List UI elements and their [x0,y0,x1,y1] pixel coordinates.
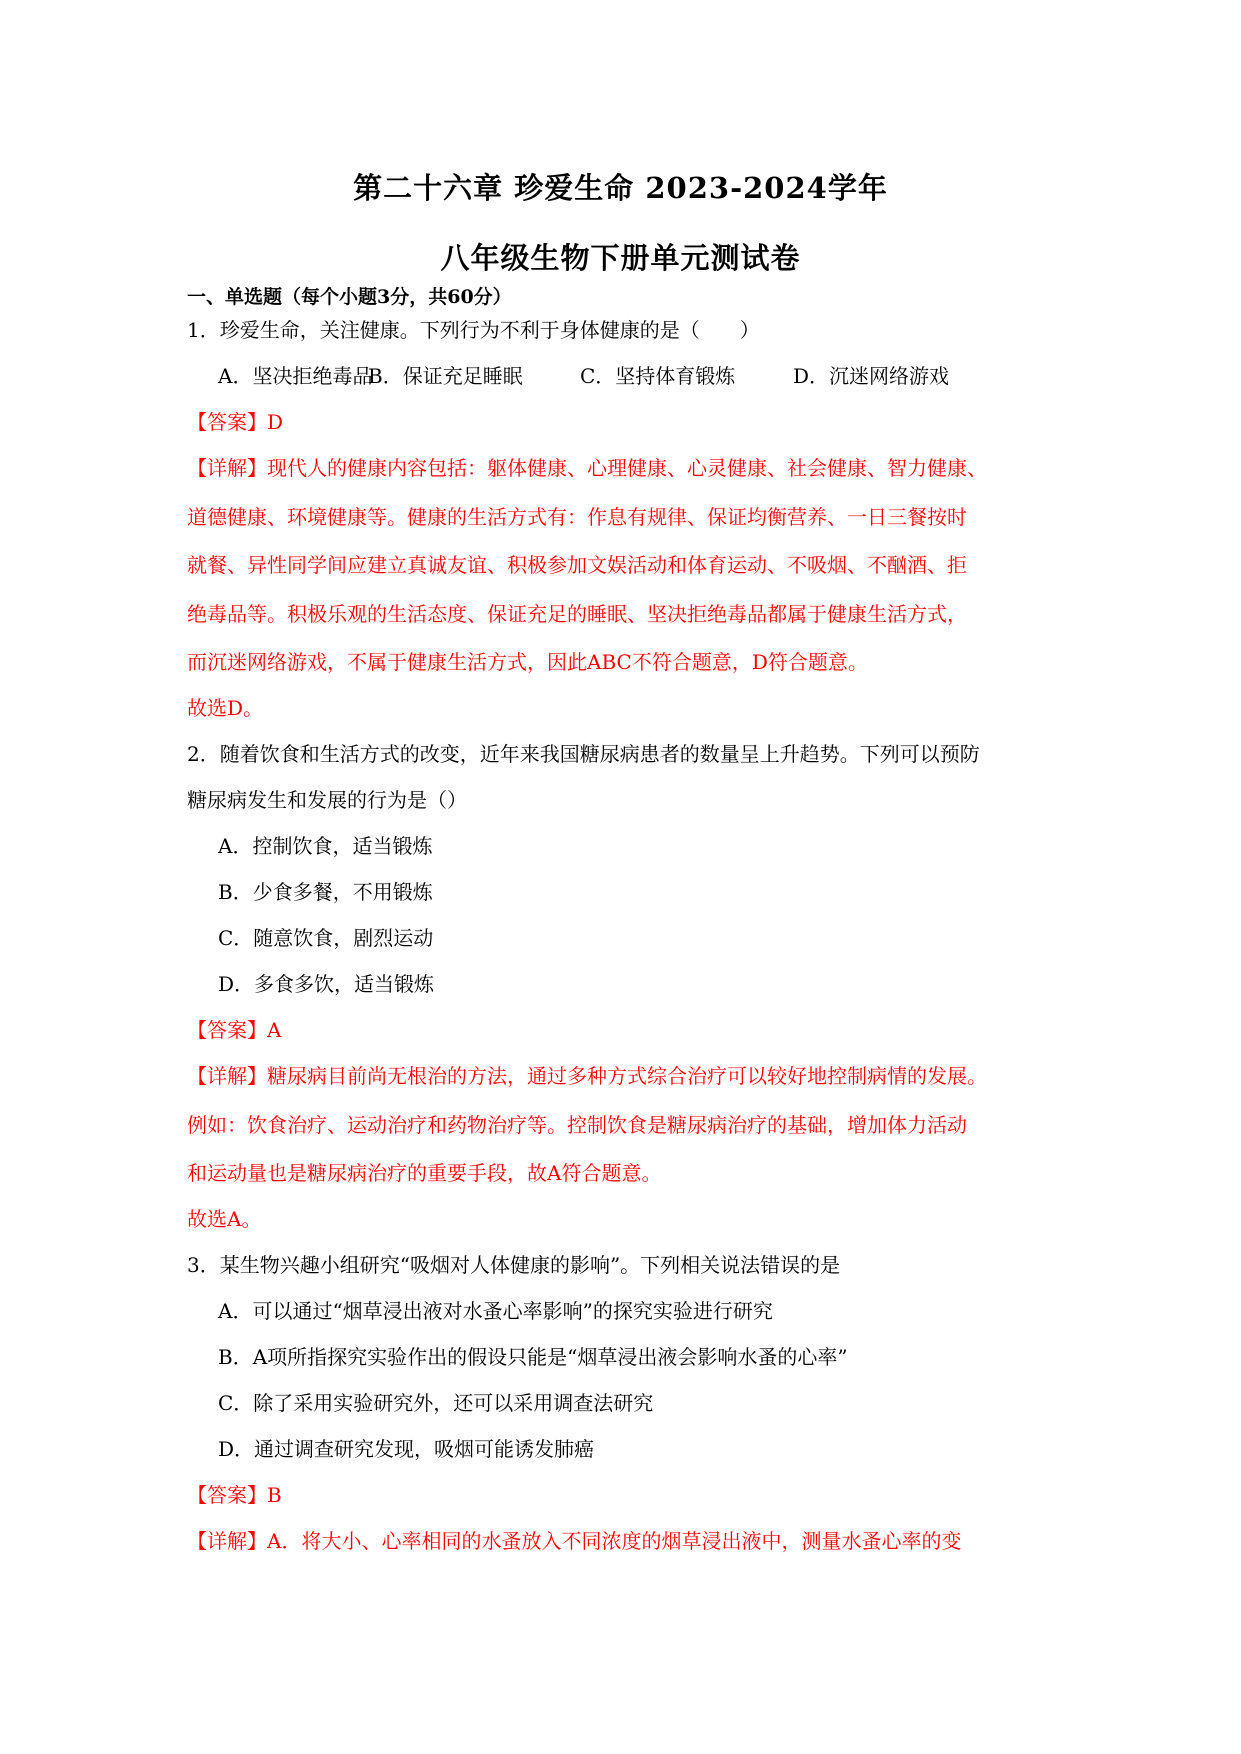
question-1-option-b: B．保证充足睡眠 [368,364,523,388]
question-2-option-c: C．随意饮食，剧烈运动 [218,926,434,950]
question-2-detail-line: 【详解】糖尿病目前尚无根治的方法，通过多种方式综合治疗可以较好地控制病情的发展。 [187,1064,987,1088]
document-title-line1: 第二十六章 珍爱生命 2023-2024学年 [353,171,888,205]
document-title-line2: 八年级生物下册单元测试卷 [440,241,801,275]
question-3-option-a: A．可以通过“烟草浸出液对水蚤心率影响”的探究实验进行研究 [218,1299,773,1323]
question-3-stem: 3．某生物兴趣小组研究“吸烟对人体健康的影响”。下列相关说法错误的是 [187,1253,841,1277]
question-1-answer: 【答案】D [187,410,284,434]
question-3-answer: 【答案】B [187,1483,282,1507]
question-2-option-a: A．控制饮食，适当锻炼 [218,834,433,858]
question-2-detail-line: 例如：饮食治疗、运动治疗和药物治疗等。控制饮食是糖尿病治疗的基础，增加体力活动 [187,1113,967,1137]
question-1-options [218,362,949,390]
question-2-detail-line: 和运动量也是糖尿病治疗的重要手段，故A符合题意。 [187,1161,662,1185]
question-1-stem: 1．珍爱生命，关注健康。下列行为不利于身体健康的是（ ） [187,318,760,342]
question-1-detail-line: 绝毒品等。积极乐观的生活态度、保证充足的睡眠、坚决拒绝毒品都属于健康生活方式， [187,602,967,626]
question-2-conclusion: 故选A。 [187,1207,262,1231]
question-1-option-c: C．坚持体育锻炼 [580,364,736,388]
question-2-stem-line: 2．随着饮食和生活方式的改变，近年来我国糖尿病患者的数量呈上升趋势。下列可以预防 [187,742,980,766]
question-3-detail-line: 【详解】A．将大小、心率相同的水蚤放入不同浓度的烟草浸出液中，测量水蚤心率的变 [187,1529,962,1553]
question-1-option-d: D．沉迷网络游戏 [793,364,950,388]
question-1-detail-line: 就餐、异性同学间应建立真诚友谊、积极参加文娱活动和体育运动、不吸烟、不酗酒、拒 [187,553,967,577]
question-1-detail-line: 而沉迷网络游戏，不属于健康生活方式，因此ABC不符合题意，D符合题意。 [187,650,868,674]
question-1-detail-line: 【详解】现代人的健康内容包括：躯体健康、心理健康、心灵健康、社会健康、智力健康、 [187,456,987,480]
question-3-option-d: D．通过调查研究发现，吸烟可能诱发肺癌 [218,1437,595,1461]
section-heading: 一、单选题（每个小题3分，共60分） [187,286,512,308]
question-2-option-b: B．少食多餐，不用锻炼 [218,880,433,904]
question-2-option-d: D．多食多饮，适当锻炼 [218,972,435,996]
question-3-option-b: B．A项所指探究实验作出的假设只能是“烟草浸出液会影响水蚤的心率” [218,1345,848,1369]
question-3-option-c: C．除了采用实验研究外，还可以采用调查法研究 [218,1391,654,1415]
question-2-stem-line: 糖尿病发生和发展的行为是（） [187,788,467,812]
question-1-conclusion: 故选D。 [187,696,264,720]
question-2-answer: 【答案】A [187,1018,282,1042]
question-1-option-a: A．坚决拒绝毒品 [218,364,373,388]
question-1-detail-line: 道德健康、环境健康等。健康的生活方式有：作息有规律、保证均衡营养、一日三餐按时 [187,505,967,529]
